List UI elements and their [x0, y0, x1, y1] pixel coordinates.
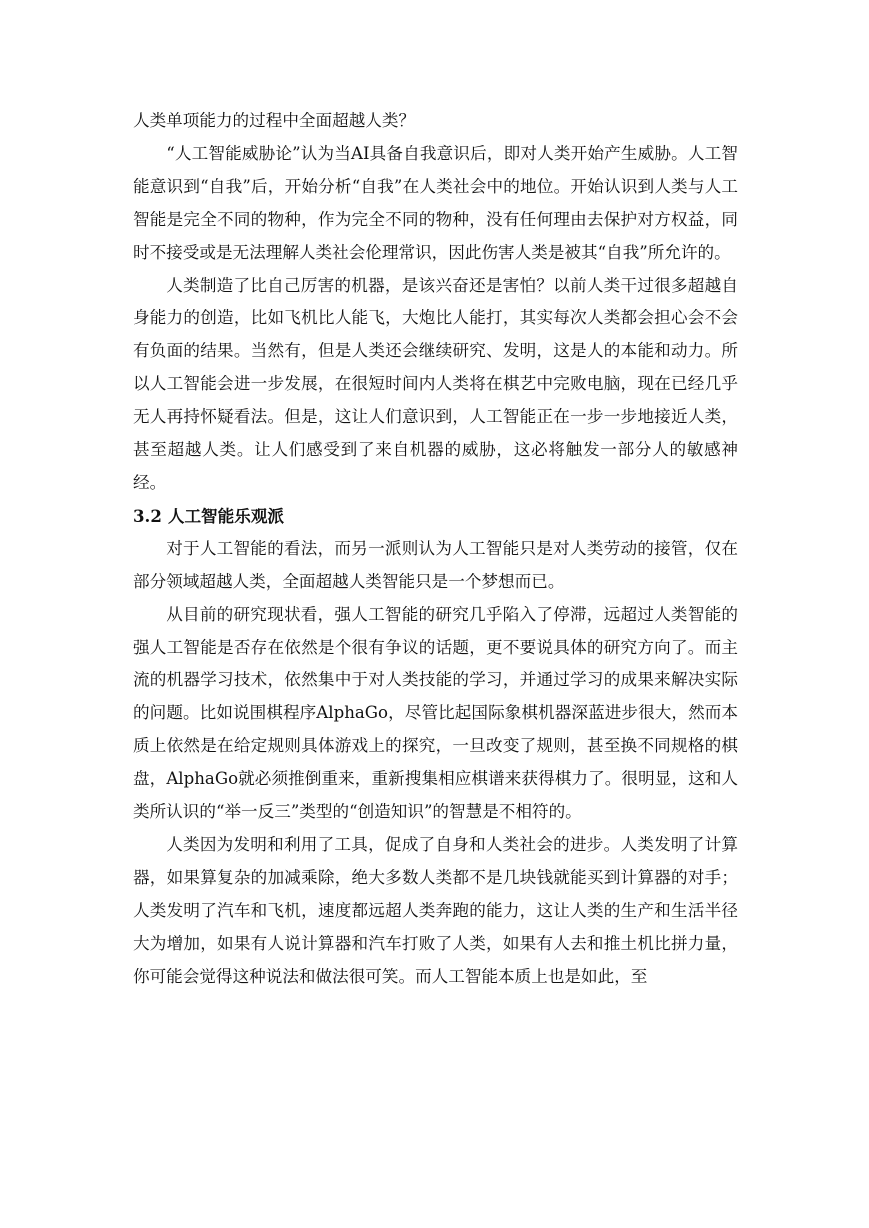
paragraph-machines-stronger: 人类制造了比自己厉害的机器，是该兴奋还是害怕？以前人类干过很多超越自身能力的创造，比如飞机比人能飞，大炮比人能打，其实每次人类都会担心会不会有负面的结果。当然有，但是人类还会继续研究、发明，这是人的本能和动力。所以人工智能会进一步发展，在很短时间内人类将在棋艺中完败电脑，现在已经几乎无人再持怀疑看法。但是，这让人们意识到，人工智能正在一步一步地接近人类，甚至超越人类。让人们感受到了来自机器的威胁，这必将触发一部分人的敏感神经。	[133, 275, 738, 492]
continued-paragraph: 人类单项能力的过程中全面超越人类？	[133, 111, 416, 130]
paragraph-tools-progress: 人类因为发明和利用了工具，促成了自身和人类社会的进步。人类发明了计算器，如果算复杂的加减乘除，绝大多数人类都不是几块钱就能买到计算器的对手；人类发明了汽车和飞机，速度都远超人类奔跑的能力，这让人类的生产和生活半径大为增加，如果有人说计算器和汽车打败了人类，如果有人去和推土机比拼力量，你可能会觉得这种说法和做法很可笑。而人工智能本质上也是如此，至	[133, 834, 738, 986]
section-title: 人工智能乐观派	[167, 505, 285, 526]
section-heading	[133, 500, 738, 533]
paragraph-research-status: 从目前的研究现状看，强人工智能的研究几乎陷入了停滞，远超过人类智能的强人工智能是否存在依然是个很有争议的话题，更不要说具体的研究方向了。而主流的机器学习技术，依然集中于对人类技能的学习，并通过学习的成果来解决实际的问题。比如说围棋程序AlphaGo，尽管比起国际象棋机器深蓝进步很大，然而本质上依然是在给定规则具体游戏上的探究，一旦改变了规则，甚至换不同规格的棋盘，AlphaGo就必须推倒重来，重新搜集相应棋谱来获得棋力了。很明显，这和人类所认识的“举一反三”类型的“创造知识”的智慧是不相符的。	[133, 604, 738, 822]
paragraph-optimist-view: 对于人工智能的看法，而另一派则认为人工智能只是对人类劳动的接管，仅在部分领域超越人类，全面超越人类智能只是一个梦想而已。	[133, 538, 738, 591]
paragraph-ai-threat-theory: “人工智能威胁论”认为当AI具备自我意识后，即对人类开始产生威胁。人工智能意识到“自我”后，开始分析“自我”在人类社会中的地位。开始认识到人类与人工智能是完全不同的物种，作为完全不同的物种，没有任何理由去保护对方权益，同时不接受或是无法理解人类社会伦理常识，因此伤害人类是被其“自我”所允许的。	[133, 143, 738, 262]
document-body	[133, 105, 738, 993]
section-number: 3.2	[133, 505, 162, 526]
